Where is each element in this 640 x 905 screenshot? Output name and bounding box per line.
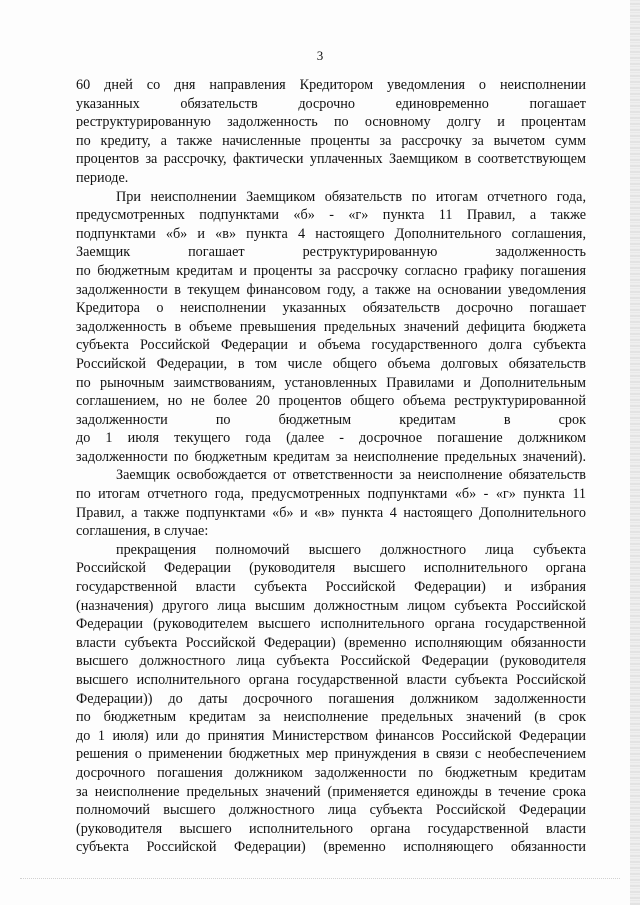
text-line: по кредиту, а также начисленные проценты за рассрочку за вычетом сумм <box>76 132 586 149</box>
body-text <box>76 76 586 857</box>
text-line: подпунктами «б» и «в» пункта 4 настоящего Дополнительного соглашения, <box>76 225 586 242</box>
text-line: задолженности по бюджетным кредитам за неисполнение предельных значений). <box>76 448 586 465</box>
text-line: за неисполнение предельных значений (применяется единожды в течение срока <box>76 783 586 800</box>
text-line: соглашением, но не более 20 процентов общего объема реструктурированной <box>76 393 586 410</box>
text-line: (назначения) другого лица высшим должностным лицом субъекта Российской <box>76 597 586 614</box>
text-line: При неисполнении Заемщиком обязательств по итогам отчетного года, <box>116 188 586 205</box>
text-line: 60 дней со дня направления Кредитором уведомления о неисполнении <box>76 77 586 93</box>
text-line: Федерации)) до даты досрочного погашения должником задолженности <box>76 690 586 707</box>
text-line: по рыночным заимствованиям, установленных Правилами и Дополнительным <box>76 374 586 391</box>
text-line: задолженности по бюджетным кредитам в срок <box>76 411 586 428</box>
text-line: по итогам отчетного года, предусмотренных подпунктами «б» - «г» пункта 11 <box>76 486 586 503</box>
text-line: Заемщик освобождается от ответственности за неисполнение обязательств <box>116 467 586 484</box>
text-line: Кредитора о неисполнении указанных обязательств досрочно погашает <box>76 300 586 317</box>
text-line: реструктурированную задолженность по основному долгу и процентам <box>76 114 586 131</box>
text-line: полномочий высшего должностного лица субъекта Российской Федерации <box>76 802 586 819</box>
text-line: государственной власти субъекта Российской Федерации) и избрания <box>76 579 586 596</box>
text-line: Федерации (руководителем высшего исполнительного органа государственной <box>76 616 586 633</box>
text-line: соглашения, в случае: <box>76 523 209 540</box>
text-line: Российской Федерации, в том числе общего объема долговых обязательств <box>76 355 586 372</box>
text-line: Правил, а также подпунктами «б» и «в» пункта 4 настоящего Дополнительного <box>76 504 586 521</box>
text-line: субъекта Российской Федерации и объема государственного долга субъекта <box>76 337 586 354</box>
scan-bottom-edge <box>20 878 620 880</box>
text-line: высшего должностного лица субъекта Российской Федерации (руководителя <box>76 653 586 670</box>
text-line: указанных обязательств досрочно единовременно погашает <box>76 95 586 112</box>
scan-edge <box>630 0 640 905</box>
text-line: по бюджетным кредитам и проценты за рассрочку согласно графику погашения <box>76 262 586 279</box>
text-line: предусмотренных подпунктами «б» - «г» пункта 11 Правил, а также <box>76 207 586 224</box>
text-line: (руководителя высшего исполнительного органа государственной власти <box>76 820 586 837</box>
text-line: решения о применении бюджетных мер принуждения в связи с необеспечением <box>76 746 586 763</box>
text-line: Заемщик погашает реструктурированную задолженность <box>76 244 586 261</box>
text-line: высшего исполнительного органа государственной власти субъекта Российской <box>76 672 586 688</box>
text-line: задолженности в текущем финансовом году, а также на основании уведомления <box>76 281 586 298</box>
text-line: задолженность в объеме превышения предельных значений дефицита бюджета <box>76 318 586 335</box>
text-line: периоде. <box>76 169 129 186</box>
text-line: субъекта Российской Федерации) (временно исполняющего обязанности <box>76 839 586 856</box>
page-number: 3 <box>316 48 324 63</box>
text-line: власти субъекта Российской Федерации) (временно исполняющим обязанности <box>76 634 586 651</box>
text-line: до 1 июля текущего года (далее - досрочное погашение должником <box>76 430 586 447</box>
text-line: прекращения полномочий высшего должностного лица субъекта <box>116 541 586 558</box>
text-line: процентов за рассрочку, фактически уплаченных Заемщиком в соответствующем <box>76 151 586 168</box>
text-line: Российской Федерации (руководителя высшего исполнительного органа <box>76 560 586 577</box>
text-line: до 1 июля) или до принятия Министерством финансов Российской Федерации <box>76 727 586 744</box>
text-line: по бюджетным кредитам за неисполнение предельных значений (в срок <box>76 709 586 726</box>
text-line: досрочного погашения должником задолженности по бюджетным кредитам <box>76 764 586 781</box>
